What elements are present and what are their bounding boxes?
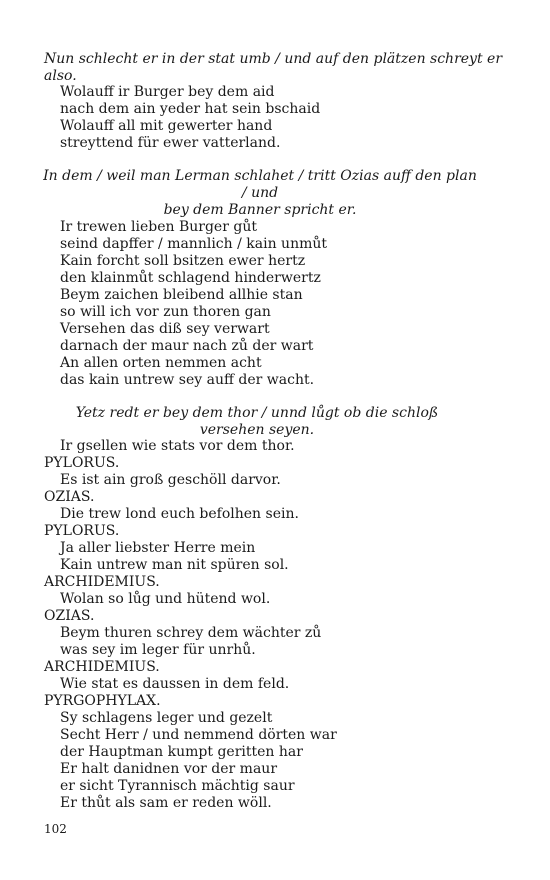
speaker-name: PYLORUS.	[44, 455, 120, 471]
verse-line: Kain forcht soll bsitzen ewer hertz	[60, 253, 306, 269]
verse-line: so will ich vor zun thoren gan	[60, 304, 271, 320]
verse-line: Beym thuren schrey dem wächter zů	[60, 625, 322, 641]
verse-line: Sy schlagens leger und gezelt	[60, 710, 273, 726]
verse-line: An allen orten nemmen acht	[60, 355, 262, 371]
speaker-name: PYLORUS.	[44, 523, 120, 539]
speaker-name: ARCHIDEMIUS.	[44, 574, 160, 590]
dialogue-block	[44, 438, 510, 812]
verse-line: Secht Herr / und nemmend dörten war	[60, 727, 337, 743]
stage-direction-line: In dem / weil man Lerman schlahet / tritt Ozias auff den plan / und	[43, 168, 477, 201]
verse-block-1	[44, 84, 510, 152]
verse-line: was sey im leger für unrhů.	[60, 642, 256, 658]
verse-line: er sicht Tyrannisch mächtig saur	[60, 778, 295, 794]
speaker-name: OZIAS.	[44, 608, 95, 624]
verse-line: Ir trewen lieben Burger gůt	[60, 219, 257, 235]
verse-line: streyttend für ewer vatterland.	[60, 135, 281, 151]
verse-line: Beym zaichen bleibend allhie stan	[60, 287, 303, 303]
verse-line: Es ist ain groß geschöll darvor.	[60, 472, 281, 488]
stage-direction-line: bey dem Banner spricht er.	[163, 202, 357, 218]
speaker-name: ARCHIDEMIUS.	[44, 659, 160, 675]
verse-line: Die trew lond euch befolhen sein.	[60, 506, 299, 522]
verse-line: Wolan so lůg und hütend wol.	[60, 591, 271, 607]
verse-line: Versehen das diß sey verwart	[60, 321, 270, 337]
stage-direction-1: Nun schlecht er in der stat umb / und auf den plätzen schreyt er also.	[44, 51, 503, 84]
verse-line: Wie stat es daussen in dem feld.	[60, 676, 290, 692]
verse-line: Ir gsellen wie stats vor dem thor.	[60, 438, 295, 454]
verse-block-2	[44, 219, 510, 389]
stage-direction-3: Yetz redt er bey dem thor / unnd lůgt ob die schloß versehen seyen.	[75, 405, 439, 438]
verse-line: das kain untrew sey auff der wacht.	[60, 372, 315, 388]
verse-line: seind dapffer / mannlich / kain unmůt	[60, 236, 327, 252]
verse-line: Er halt danidnen vor der maur	[60, 761, 278, 777]
verse-line: Wolauff ir Burger bey dem aid	[60, 84, 275, 100]
stage-direction-2	[40, 168, 480, 219]
page-number: 102	[44, 822, 67, 836]
speaker-name: OZIAS.	[44, 489, 95, 505]
verse-line: nach dem ain yeder hat sein bschaid	[60, 101, 321, 117]
verse-line: Wolauff all mit gewerter hand	[60, 118, 273, 134]
verse-line: Kain untrew man nit spüren sol.	[60, 557, 289, 573]
verse-line: Ja aller liebster Herre mein	[60, 540, 256, 556]
verse-line: der Hauptman kumpt geritten har	[60, 744, 303, 760]
speaker-name: PYRGOPHYLAX.	[44, 693, 161, 709]
verse-line: darnach der maur nach zů der wart	[60, 338, 314, 354]
verse-line: Er thůt als sam er reden wöll.	[60, 795, 272, 811]
verse-line: den klainmůt schlagend hinderwertz	[60, 270, 321, 286]
